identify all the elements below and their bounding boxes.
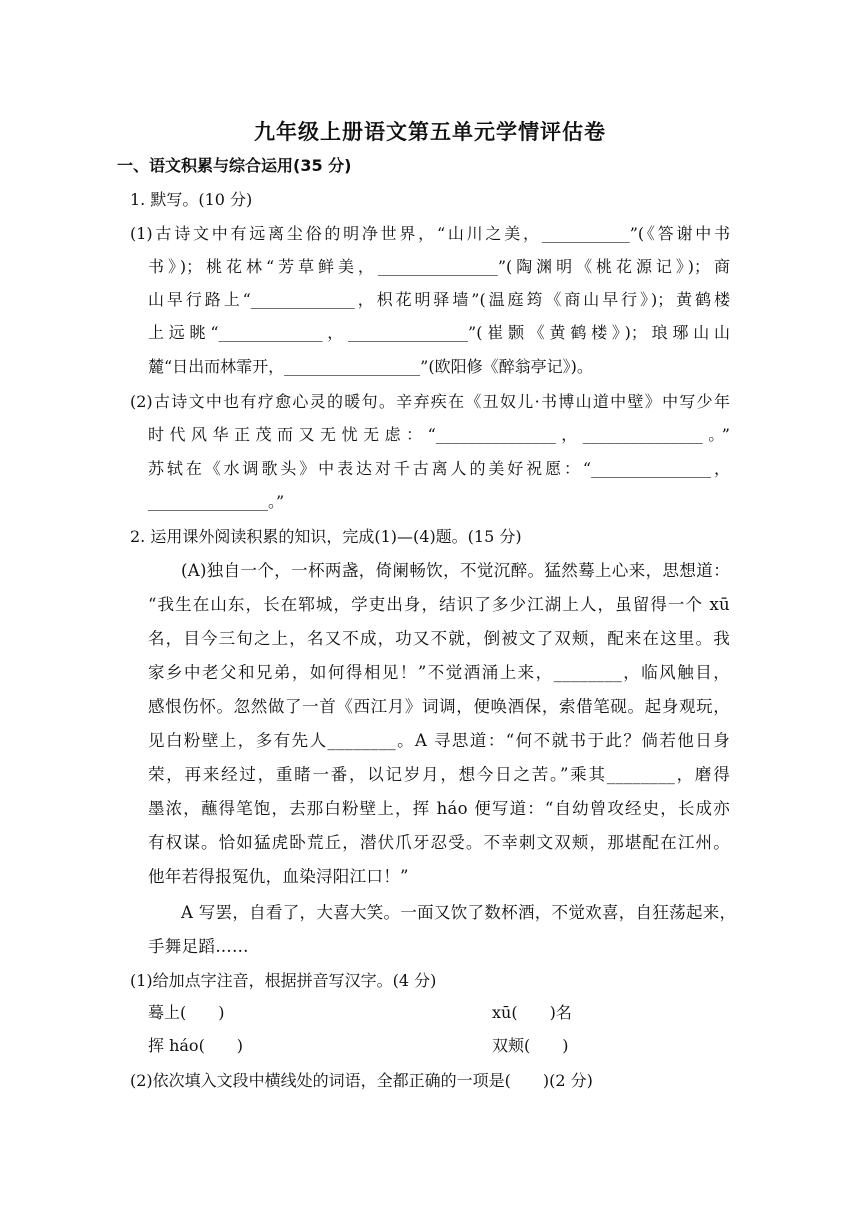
- sub-question-2-label: (2)依次填入文段中横线处的词语，全都正确的一项是( )(2 分): [130, 1071, 593, 1090]
- q1-p2-line: (2)古诗文中也有疗愈心灵的暖句。辛弃疾在《丑奴儿·书博山道中壁》中写少年: [130, 392, 730, 411]
- q1-p2-line: _______________。”: [148, 492, 285, 511]
- q1-p1-line: (1)古诗文中有远离尘俗的明净世界，“山川之美，___________”(《答谢中书: [130, 224, 730, 243]
- passage-line: A 写罢，自看了，大喜大笑。一面又饮了数杯酒，不觉欢喜，自狂荡起来，: [181, 903, 737, 922]
- passage-line: 名，目今三旬之上，名又不成，功又不就，倒被文了双颊，配来在这里。我: [148, 629, 730, 648]
- pinyin-item-d: 双颊( ): [492, 1036, 569, 1055]
- section-heading: 一、语文积累与综合运用(35 分): [117, 156, 352, 175]
- q1-p1-line: 麓“日出而林霏开，_________________”(欧阳修《醉翁亭记》)。: [148, 357, 593, 376]
- question-2-label: 2. 运用课外阅读积累的知识，完成(1)—(4)题。(15 分): [130, 527, 522, 546]
- question-1-label: 1. 默写。(10 分): [130, 190, 253, 209]
- passage-line: (A)独自一个，一杯两盏，倚阑畅饮，不觉沉醉。猛然蓦上心来，思想道：: [181, 561, 730, 580]
- passage-line: 有权谋。恰如猛虎卧荒丘，潜伏爪牙忍受。不幸刺文双颊，那堪配在江州。: [148, 833, 730, 852]
- passage-line: 手舞足蹈……: [148, 937, 249, 956]
- q1-p2-line: 苏轼在《水调歌头》中表达对千古离人的美好祝愿：“_______________，: [148, 459, 730, 478]
- pinyin-item-b: xū( )名: [492, 1003, 572, 1022]
- q1-p1-line: 上远眺“_____________，_______________”(崔颢《黄鹤楼》)；琅琊山山: [148, 323, 730, 342]
- q1-p2-line: 时代风华正茂而又无忧无虑：“_______________，_______________。”: [148, 425, 730, 444]
- pinyin-item-c: 挥 háo( ): [148, 1036, 244, 1055]
- q1-p1-line: 书》)；桃花林“芳草鲜美，_______________”(陶渊明《桃花源记》)；商: [148, 257, 730, 276]
- passage-line: 荣，再来经过，重睹一番，以记岁月，想今日之苦。”乘其________，磨得: [148, 765, 730, 784]
- page-title: 九年级上册语文第五单元学情评估卷: [254, 120, 606, 144]
- sub-question-1-label: (1)给加点字注音，根据拼音写汉字。(4 分): [130, 971, 437, 990]
- passage-line: 家乡中老父和兄弟，如何得相见！”不觉酒涌上来，________，临风触目，: [148, 663, 730, 682]
- passage-line: 墨浓，蘸得笔饱，去那白粉壁上，挥 háo 便写道：“自幼曾攻经史，长成亦: [148, 799, 730, 818]
- passage-line: 感恨伤怀。忽然做了一首《西江月》词调，便唤酒保，索借笔砚。起身观玩，: [148, 697, 730, 716]
- passage-line: 见白粉壁上，多有先人________。A 寻思道：“何不就书于此？倘若他日身: [148, 731, 730, 750]
- passage-line: “我生在山东，长在郓城，学吏出身，结识了多少江湖上人，虽留得一个 xū: [148, 595, 730, 614]
- q1-p1-line: 山早行路上“_____________，枳花明驿墙”(温庭筠《商山早行》)；黄鹤楼: [148, 290, 730, 309]
- passage-line: 他年若得报冤仇，血染浔阳江口！”: [148, 867, 409, 886]
- pinyin-item-a: 蓦上( ): [148, 1003, 225, 1022]
